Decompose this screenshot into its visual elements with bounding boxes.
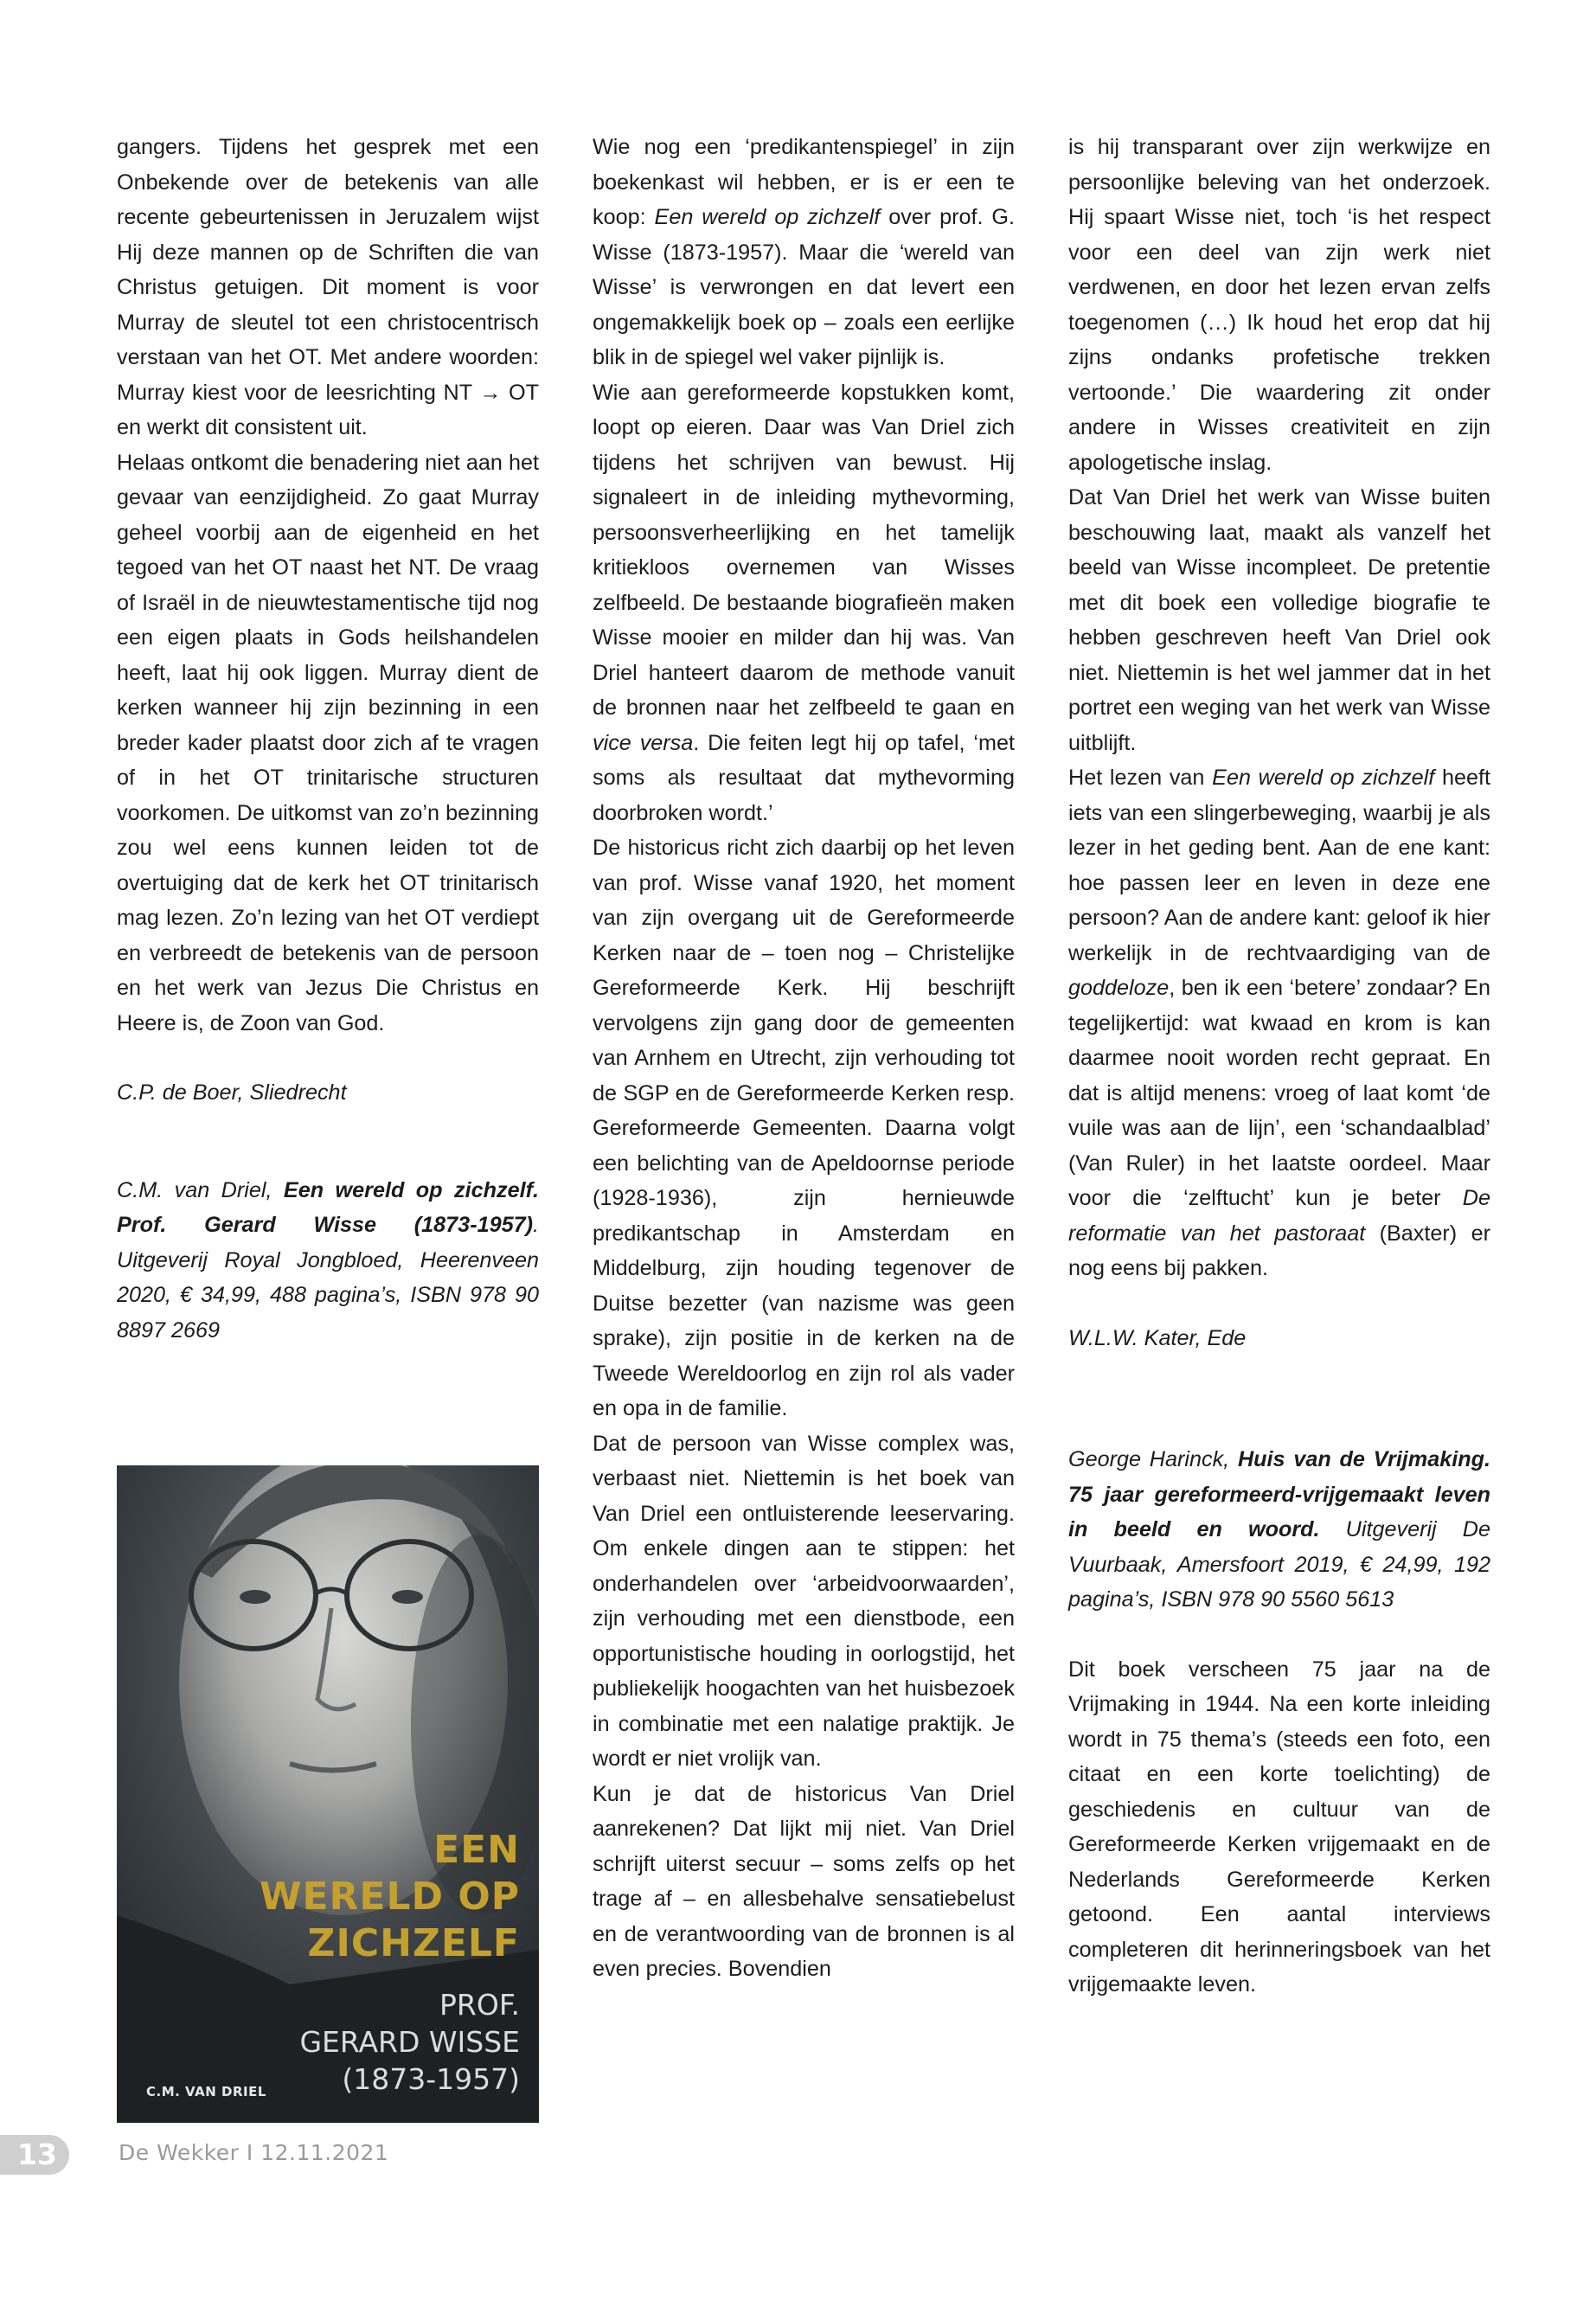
publication-footer: De Wekker I 12.11.2021 — [119, 2140, 389, 2165]
book-ref-details-1: . Uitgeverij Royal Jongbloed, Heerenveen 2020, € 34,99, 488 pagina’s, ISBN 978 90 8897 2669 — [117, 1213, 539, 1343]
article-column-3 — [1068, 130, 1490, 2003]
col3-p3-text-a: Het lezen van — [1068, 766, 1213, 790]
page-number: 13 — [17, 2138, 57, 2171]
book-ref-title-1: Een wereld op zichzelf. Prof. Gerard Wisse (1873-1957) — [117, 1177, 539, 1237]
cover-subtitle — [299, 1986, 520, 2098]
col2-p1-book-title: Een wereld op zichzelf — [654, 205, 881, 229]
col3-p3-text-e: , ben ik een ‘betere’ zondaar? En tegelijkertijd: wat kwaad en krom is kan daarmee nooit worden recht gepraat. En dat is altijd menens: vroeg of laat komt ‘de vuile was aan de lijn’, een ‘schandaalblad’ (Van Ruler) in het laatste oordeel. Maar voor die ‘zelftucht’ kun je beter — [1068, 976, 1490, 1210]
book-cover-image — [117, 1465, 539, 2123]
col2-paragraph-4: Dat de persoon van Wisse complex was, verbaast niet. Niettemin is het boek van Van Driel een ontluisterende leeservaring. Om enkele dingen aan te stippen: het onderhandelen over ‘arbeidvoorwaarden’, zijn verhouding met een dienstbode, een opportunistische houding in oorlogstijd, het publiekelijk hoogachten van het huisbezoek in combinatie met een nalatige praktijk. Je wordt er niet vrolijk van. — [593, 1431, 1015, 1771]
cover-title-line-2: WERELD OP — [259, 1875, 520, 1919]
book-reference-1 — [117, 1173, 539, 1349]
col2-paragraph-1 — [593, 130, 1015, 375]
cover-subtitle-line-3: (1873-1957) — [342, 2062, 520, 2096]
col3-paragraph-2: Dat Van Driel het werk van Wisse buiten beschouwing laat, maakt als vanzelf het beeld van Wisse incompleet. De pretentie met dit boek een volledige biografie te hebben geschreven heeft Van Driel ook niet. Niettemin is het wel jammer dat in het portret een weging van het werk van Wisse uitblijft. — [1068, 485, 1490, 755]
article-column-1 — [117, 130, 539, 1348]
col3-p3-italic-word: goddeloze — [1068, 976, 1170, 1000]
col2-p2-text-a: Wie aan gereformeerde kopstukken komt, loopt op eieren. Daar was Van Driel zich tijdens het schrijven van bewust. Hij signaleert in de inleiding mythevorming, persoonsverheerlijking en het tamelijk kritiekloos overnemen van Wisses zelfbeeld. De bestaande biografieën maken Wisse mooier en milder dan hij was. Van Driel hanteert daarom de methode vanuit de bronnen naar het zelfbeeld te gaan en — [593, 380, 1015, 720]
reviewer-signature-1: C.P. de Boer, Sliedrecht — [117, 1080, 347, 1105]
col2-p1-text-c: over prof. G. Wisse (1873-1957). Maar die ‘wereld van Wisse’ is verwrongen en dat levert een ongemakkelijk boek op – zoals een eerlijke blik in de spiegel wel vaker pijnlijk is. — [593, 205, 1015, 369]
col2-paragraph-2 — [593, 375, 1015, 831]
cover-title — [260, 1827, 520, 1967]
cover-title-line-1: EEN — [433, 1828, 520, 1872]
col2-p1-text-a: Wie nog een ‘predikantenspiegel’ in zijn boekenkast wil hebben, er is er een te koop: — [593, 135, 1015, 229]
col2-p2-italic: vice versa — [593, 730, 694, 755]
col3-p3-book-title-2: De reformatie van het pastoraat — [1068, 1186, 1490, 1246]
book-ref-details-2: Uitgeverij De Vuurbaak, Amersfoort 2019, € 24,99, 192 pagina’s, ISBN 978 90 5560 5613 — [1068, 1517, 1490, 1612]
book-ref-title-2: Huis van de Vrijmaking. 75 jaar gereformeerd-vrijgemaakt leven in beeld en woord. — [1068, 1447, 1490, 1541]
col3-p3-text-c: heeft iets van een slingerbeweging, waarbij je als lezer in het geding bent. Aan de ene kant: hoe passen leer en leven in deze ene persoon? Aan de andere kant: geloof ik hier werkelijk in de rechtvaardiging van de — [1068, 766, 1491, 965]
cover-subtitle-line-1: PROF. — [439, 1988, 520, 2022]
col3-p3-text-g: (Baxter) er nog eens bij pakken. — [1068, 1221, 1490, 1280]
col2-paragraph-3: De historicus richt zich daarbij op het leven van prof. Wisse vanaf 1920, het moment van zijn overgang uit de Gereformeerde Kerken naar de – toen nog – Christelijke Gereformeerde Kerk. Hij beschrijft vervolgens zijn gang door de gemeenten van Arnhem en Utrecht, zijn verhouding tot de SGP en de Gereformeerde Kerken resp. Gereformeerde Gemeenten. Daarna volgt een belichting van de Apeldoornse periode (1928-1936), zijn hernieuwde predikantschap in Amsterdam en Middelburg, zijn houding tegenover de Duitse bezetter (van nazisme was geen sprake), zijn positie in de kerken na de Tweede Wereldoorlog en zijn rol als vader en opa in de familie. — [593, 836, 1015, 1420]
book-ref-author-1: C.M. van Driel, — [117, 1177, 284, 1202]
cover-title-line-3: ZICHZELF — [307, 1921, 520, 1965]
col3-paragraph-1: is hij transparant over zijn werkwijze en persoonlijke beleving van het onderzoek. Hij spaart Wisse niet, toch ‘is het respect voor een deel van zijn werk niet verdwenen, en door het lezen ervan zelfs toegenomen (…) Ik houd het erop dat hij zijns ondanks profetische trekken vertoonde.’ Die waardering zit onder andere in Wisses creativiteit en zijn apologetische inslag. — [1068, 135, 1490, 475]
cover-subtitle-line-2: GERARD WISSE — [299, 2025, 520, 2059]
reviewer-signature-2: W.L.W. Kater, Ede — [1068, 1325, 1247, 1350]
col3-paragraph-4: Dit boek verscheen 75 jaar na de Vrijmaking in 1944. Na een korte inleiding wordt in 75 thema’s (steeds een foto, een citaat en een korte toelichting) de geschiedenis en cultuur van de Gereformeerde Kerken vrijgemaakt en de Nederlands Gereformeerde Kerken getoond. Een aantal interviews completeren dit herinneringsboek van het vrijgemaakte leven. — [1068, 1657, 1490, 1997]
col3-p3-book-title: Een wereld op zichzelf — [1212, 766, 1435, 790]
col2-p2-text-c: . Die feiten legt hij op tafel, ‘met soms als resultaat dat mythevorming doorbroken wordt.’ — [593, 730, 1015, 825]
col1-paragraph-1: gangers. Tijdens het gesprek met een Onbekende over de betekenis van alle recente gebeurtenissen in Jeruzalem wijst Hij deze mannen op de Schriften die van Christus getuigen. Dit moment is voor Murray de sleutel tot een christocentrisch verstaan van het OT. Met andere woorden: Murray kiest voor de leesrichting NT → OT en werkt dit consistent uit. — [117, 135, 539, 439]
book-reference-2 — [1068, 1442, 1490, 1618]
cover-author: C.M. VAN DRIEL — [146, 2084, 266, 2099]
col2-paragraph-5: Kun je dat de historicus Van Driel aanrekenen? Dat lijkt mij niet. Van Driel schrijft uiterst secuur – soms zelfs op het trage af – en allesbehalve sensatiebelust en de verantwoording van de bronnen is al even precies. Bovendien — [593, 1781, 1015, 1981]
book-ref-author-2: George Harinck, — [1068, 1447, 1238, 1471]
col3-paragraph-3 — [1068, 760, 1490, 1286]
article-column-2 — [593, 130, 1015, 1987]
col1-paragraph-2: Helaas ontkomt die benadering niet aan het gevaar van eenzijdigheid. Zo gaat Murray geheel voorbij aan de eigenheid en het tegoed van het OT naast het NT. De vraag of Israël in de nieuwtestamentische tijd nog een eigen plaats in Gods heilshandelen heeft, laat hij ook liggen. Murray dient de kerken wanneer hij zijn bezinning in een breder kader plaatst door zich af te vragen of in het OT trinitarische structuren voorkomen. De uitkomst van zo’n bezinning zou wel eens kunnen leiden tot de overtuiging dat de kerk het OT trinitarisch mag lezen. Zo’n lezing van het OT verdiept en verbreedt de betekenis van de persoon en het werk van Jezus Die Christus en Heere is, de Zoon van God. — [117, 450, 539, 1035]
